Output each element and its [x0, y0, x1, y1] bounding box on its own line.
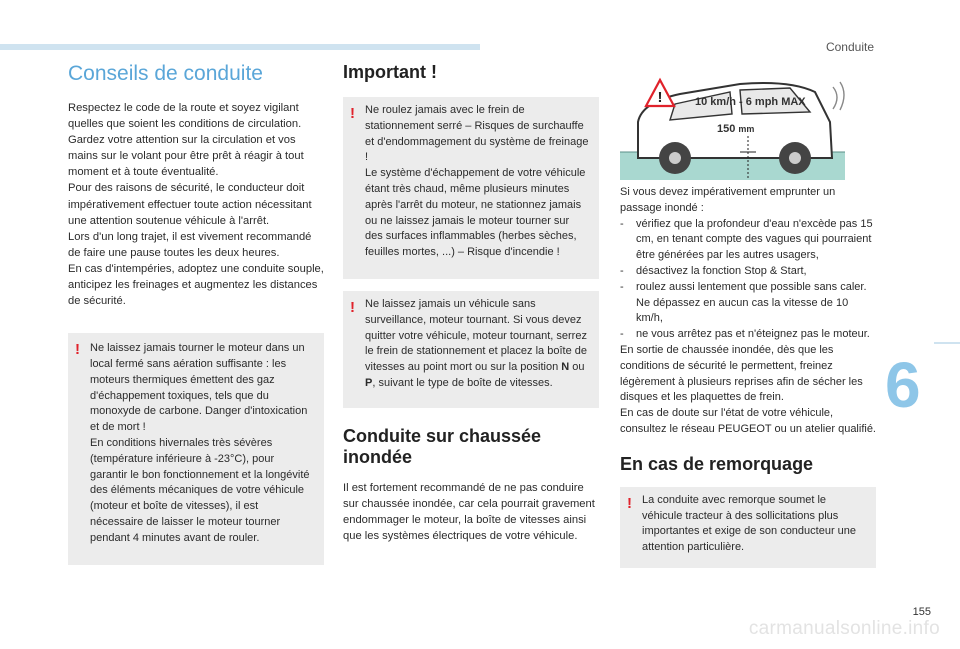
- warning-icon: !: [75, 341, 80, 359]
- flood-intro: Si vous devez impérativement emprunter un passage inondé :: [620, 186, 836, 214]
- flood-car-illustration: [620, 62, 845, 180]
- header-bar: [0, 44, 480, 50]
- motion-lines: [833, 78, 845, 110]
- flood-figure: [620, 62, 845, 180]
- section-title-flood: Conduite sur chaussée inondée: [343, 425, 542, 467]
- warning-icon: !: [350, 105, 355, 122]
- speed-label: 10 km/h - 6 mph MAX: [695, 96, 806, 108]
- warning-box-unattended: [343, 291, 599, 408]
- section-name: Conduite: [825, 40, 874, 54]
- page-number: 155: [912, 606, 931, 618]
- depth-label: 150 mm: [717, 123, 755, 135]
- intro-text: Respectez le code de la route et soyez vigilant quelles que soient les conditions de circulation. Gardez votre attention sur la circulation et vos mains sur le volant pour être prêt à réagir à tout moment et à toute éventualité. Pour des raisons de sécurité, le conducteur doit impérativement effectuer toute action nécessitant une attention soutenue véhicule à l'arrêt. Lors d'un long trajet, il est vivement recommandé de faire une pause toutes les deux heures. En cas d'intempéries, adoptez une conduite souple, anticipez les freinages et augmentez les distances de sécurité.: [68, 102, 324, 308]
- list-item: - roulez aussi lentement que possible sans caler. Ne dépassez en aucun cas la vitesse de 10 km/h,: [620, 280, 876, 327]
- column-left: [68, 62, 324, 565]
- chapter-number: 6: [885, 349, 921, 421]
- list-item: - vérifiez que la profondeur d'eau n'excède pas 15 cm, en tenant compte des vagues qui pourraient être générées par les autres usagers,: [620, 217, 876, 264]
- column-middle: [343, 62, 599, 544]
- flood-after-text: En sortie de chaussée inondée, dès que les conditions de sécurité le permettent, freinez légèrement à plusieurs reprises afin de sécher les disques et les plaquettes de frein. En cas de doute sur l'état de votre véhicule, consultez le réseau PEUGEOT ou un atelier qualifié.: [620, 343, 876, 435]
- warning-text-brake: Ne roulez jamais avec le frein de stationnement serré – Risques de surchauffe et d'endommagement du système de freinage ! Le système d'échappement de votre véhicule étant très chaud, même plusieurs minutes après l'arrêt du moteur, ne stationnez jamais ou ne laissez jamais le moteur tourner sur des surfaces inflammables (herbes sèches, feuilles mortes, ...) – Risque d'incendie !: [365, 104, 589, 259]
- list-item: - désactivez la fonction Stop & Start,: [620, 264, 876, 280]
- warning-box-towing: [620, 487, 876, 568]
- warning-box-engine: [68, 333, 324, 564]
- warning-text-engine: Ne laissez jamais tourner le moteur dans un local fermé sans aération suffisante : les moteurs thermiques émettent des gaz d'échappement toxiques, tels que du monoxyde de carbone. Danger d'intoxication et de mort ! En conditions hivernales très sévères (température inférieure à -23°C), pour garantir le bon fonctionnement et la longévité des éléments mécaniques de votre véhicule (moteur et boîte de vitesses), il est nécessaire de laisser le moteur tourner pendant 4 minutes avant de rouler.: [90, 342, 310, 544]
- warning-text-towing: La conduite avec remorque soumet le véhicule tracteur à des sollicitations plus importantes et exige de son conducteur une attention particulière.: [642, 493, 857, 554]
- watermark: carmanualsonline.info: [748, 618, 940, 639]
- flood-list: [620, 217, 876, 343]
- warning-icon: !: [350, 298, 355, 316]
- section-title-important: Important !: [343, 62, 437, 82]
- list-item: - ne vous arrêtez pas et n'éteignez pas le moteur.: [620, 327, 876, 343]
- warning-box-brake: [343, 97, 599, 279]
- column-right: [620, 62, 876, 568]
- svg-text:!: !: [657, 89, 663, 106]
- warning-icon: !: [627, 494, 632, 512]
- flood-text: Il est fortement recommandé de ne pas conduire sur chaussée inondée, car cela pourrait gravement endommager le moteur, la boîte de vitesses ainsi que les systèmes électriques de votre véhicule.: [343, 481, 595, 543]
- warning-text-unattended: Ne laissez jamais un véhicule sans surveillance, moteur tournant. Si vous devez quitter votre véhicule, moteur tournant, serrez le frein de stationnement et placez la boîte de vitesses au point mort ou sur la position N ou P, suivant le type de boîte de vitesses.: [365, 297, 587, 389]
- section-title-conseils: Conseils de conduite: [68, 62, 263, 85]
- section-title-towing: En cas de remorquage: [620, 453, 814, 474]
